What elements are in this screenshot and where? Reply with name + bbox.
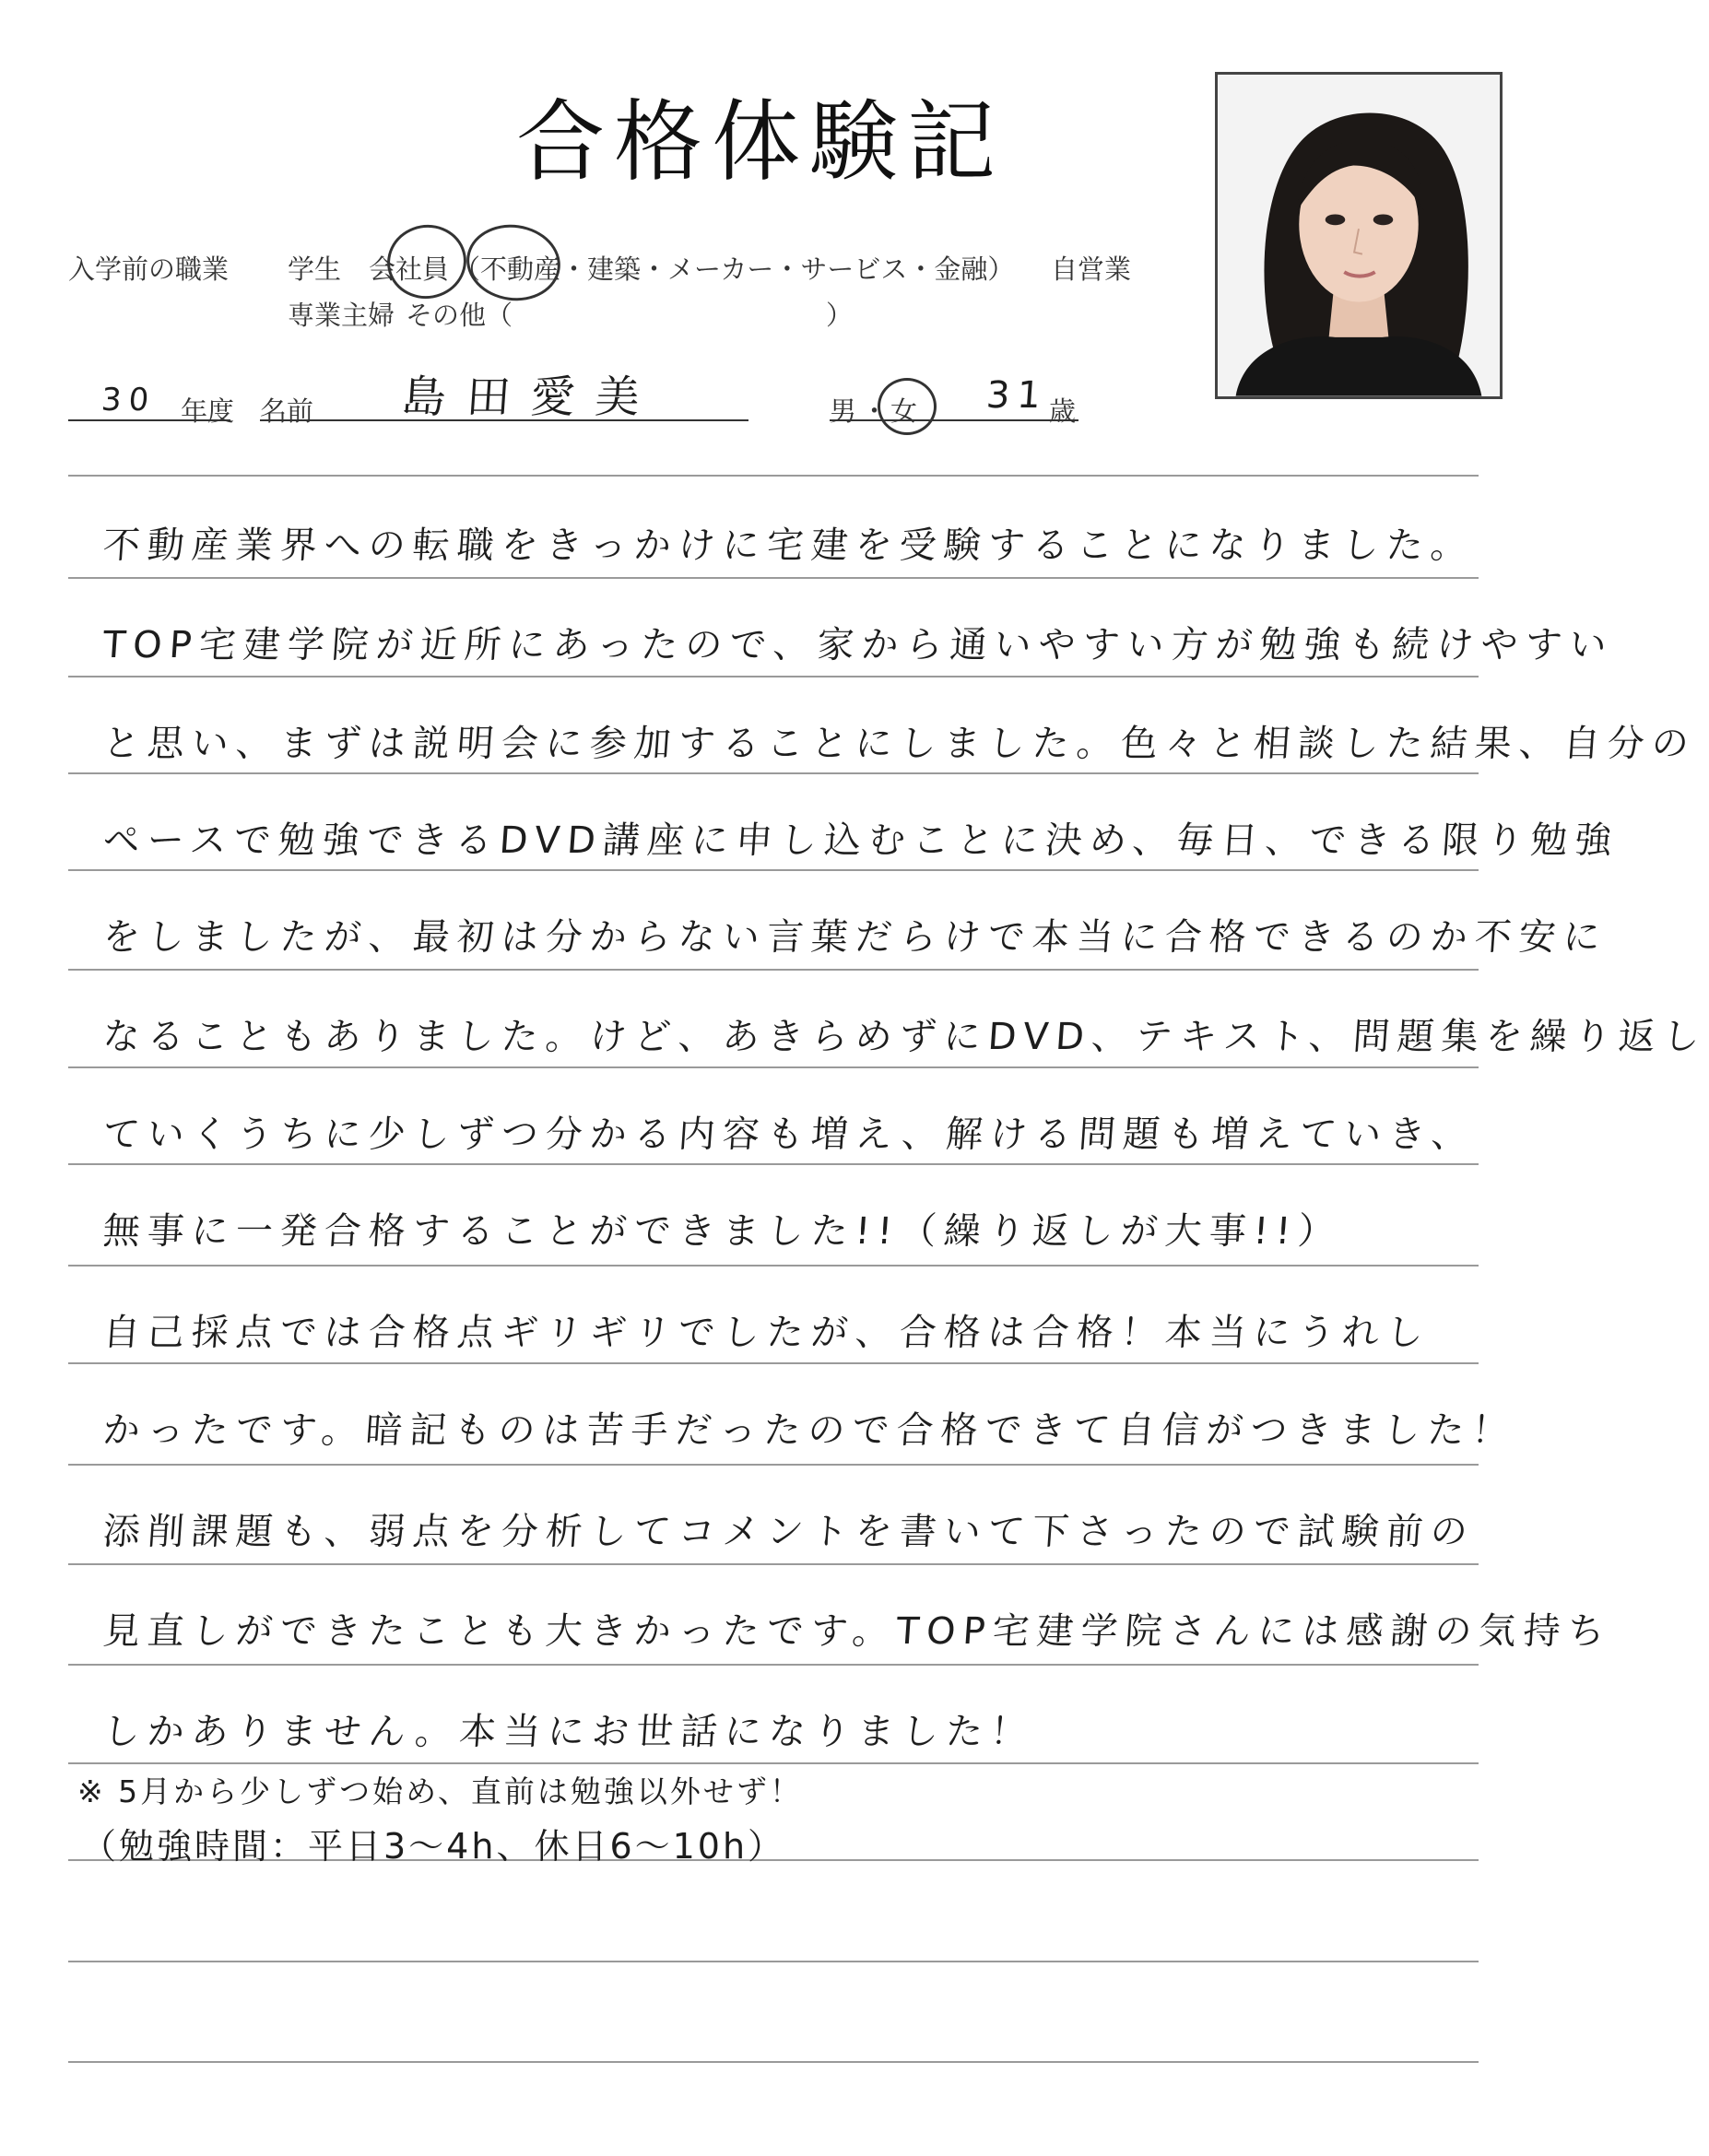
year-label: 年度	[181, 395, 235, 427]
name-underline	[260, 419, 748, 421]
occupation-label: 入学前の職業	[68, 253, 230, 285]
age-label: 歳	[1049, 395, 1077, 427]
body-line-8: 無事に一発合格することができました!!（繰り返しが大事!!）	[101, 1210, 1344, 1253]
ruled-line	[68, 1163, 1479, 1165]
ruled-line	[68, 1362, 1479, 1364]
gender-female: 女	[890, 395, 918, 427]
gender-male: 男	[830, 395, 857, 427]
ruled-line	[68, 475, 1479, 477]
selection-circle-employee	[382, 218, 473, 305]
gender-age-underline	[830, 419, 1078, 421]
occupation-other-close: ）	[826, 300, 854, 331]
occupation-selfemployed: 自営業	[1051, 253, 1132, 285]
occupation-student: 学生	[288, 253, 342, 285]
portrait-photo	[1215, 72, 1503, 399]
year-value: 30	[100, 382, 158, 418]
ruled-line	[68, 869, 1479, 871]
gender-circle	[878, 378, 937, 435]
body-line-9: 自己採点では合格点ギリギリでしたが、合格は合格！本当にうれし	[101, 1312, 1432, 1354]
body-line-2: TOP宅建学院が近所にあったので、家から通いやすい方が勉強も続けやすい	[101, 624, 1616, 666]
ruled-line	[68, 1961, 1479, 1962]
gender-separator: ・	[861, 395, 889, 427]
body-line-12: 見直しができたことも大きかったです。TOP宅建学院さんには感謝の気持ち	[101, 1610, 1614, 1653]
occupation-housewife: 専業主婦	[288, 300, 395, 331]
ruled-line	[68, 1265, 1479, 1267]
selection-circle-realestate	[462, 218, 565, 306]
occupation-industries: （不動産・建築・メーカー・サービス・金融）	[454, 253, 1015, 285]
ruled-line	[68, 1563, 1479, 1565]
ruled-line	[68, 577, 1479, 579]
page-title: 合格体験記	[516, 90, 1005, 194]
ruled-line	[68, 1664, 1479, 1666]
body-line-3: と思い、まずは説明会に参加することにしました。色々と相談した結果、自分の	[101, 723, 1698, 765]
footnote-line-2: （勉強時間：平日3〜4h、休日6〜10h）	[81, 1826, 786, 1867]
ruled-line	[68, 1066, 1479, 1068]
body-line-4: ペースで勉強できるDVD講座に申し込むことに決め、毎日、できる限り勉強	[101, 819, 1621, 862]
ruled-line	[68, 2061, 1479, 2063]
body-line-7: ていくうちに少しずつ分かる内容も増え、解ける問題も増えていき、	[101, 1113, 1478, 1156]
portrait-image	[1218, 75, 1500, 396]
body-line-6: なることもありました。けど、あきらめずにDVD、テキスト、問題集を繰り返し	[101, 1016, 1709, 1058]
body-line-10: かったです。暗記ものは苦手だったので合格できて自信がつきました！	[101, 1409, 1518, 1452]
ruled-line	[68, 676, 1479, 677]
ruled-line	[68, 969, 1479, 971]
ruled-line	[68, 1762, 1479, 1764]
body-line-13: しかありません。本当にお世話になりました！	[101, 1711, 1036, 1753]
name-label: 名前	[260, 395, 314, 427]
ruled-line	[68, 1464, 1479, 1466]
body-line-5: をしましたが、最初は分からない言葉だらけで本当に合格できるのか不安に	[101, 916, 1609, 959]
occupation-employee: 会社員	[369, 253, 450, 285]
ruled-line	[68, 772, 1479, 774]
name-value: 島田愛美	[399, 371, 662, 423]
body-line-11: 添削課題も、弱点を分析してコメントを書いて下さったので試験前の	[101, 1511, 1477, 1553]
body-line-1: 不動産業界への転職をきっかけに宅建を受験することになりました。	[101, 524, 1477, 567]
footnote-line-1: ※ 5月から少しずつ始め、直前は勉強以外せず！	[77, 1773, 803, 1809]
age-value: 31	[984, 374, 1050, 417]
occupation-other: その他（	[406, 300, 513, 331]
year-underline	[68, 419, 230, 421]
